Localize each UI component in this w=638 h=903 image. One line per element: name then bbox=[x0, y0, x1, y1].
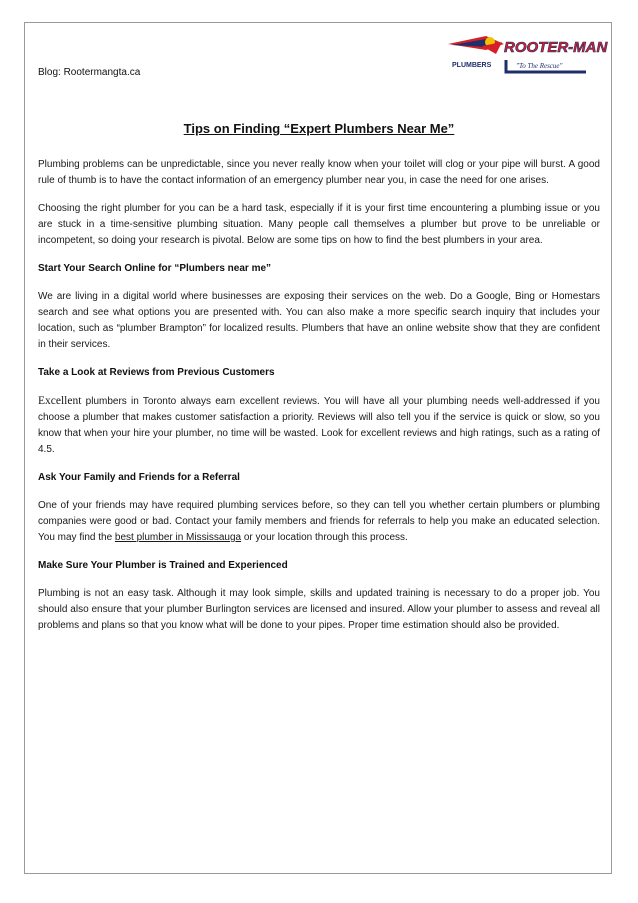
reviews-paragraph bbox=[38, 393, 600, 458]
logo-plumbers-text: PLUMBERS bbox=[452, 62, 492, 69]
referral-paragraph bbox=[38, 498, 600, 546]
reviews-first-word: Excellent bbox=[38, 395, 82, 407]
section-heading-trained: Make Sure Your Plumber is Trained and Experienced bbox=[38, 560, 288, 571]
section-heading-reviews: Take a Look at Reviews from Previous Customers bbox=[38, 367, 275, 378]
section-heading-referral: Ask Your Family and Friends for a Referral bbox=[38, 472, 240, 483]
blog-label: Blog: Rootermangta.ca bbox=[38, 67, 141, 78]
intro-paragraph: Plumbing problems can be unpredictable, since you never really know when your toilet will clog or your pipe will burst. A good rule of thumb is to have the contact information of an emergency plumber near you, in case the need for one arises. bbox=[38, 159, 600, 186]
best-plumber-link[interactable]: best plumber in Mississauga bbox=[114, 532, 242, 543]
choosing-paragraph: Choosing the right plumber for you can be a hard task, especially if it is your first time encountering a plumbing issue or you are stuck in a time-sensitive plumbing situation. Many people call themselves a plumber but prove to be unreliable or incompetent, so doing your research is pivotal. Below are some tips on how to find the best plumbers in your area. bbox=[38, 203, 600, 246]
page-title: Tips on Finding “Expert Plumbers Near Me” bbox=[183, 121, 455, 136]
reviews-paragraph-text: plumbers in Toronto always earn excellent reviews. You will have all your plumbing needs well-addressed if you choose a plumber that makes customer satisfaction a priority. Reviews will also tell you if the service is quick or slow, so you know that when your hire your plumber, no time will be wasted. Look for excellent reviews and high ratings, such as a rating of 4.5. bbox=[38, 396, 600, 455]
referral-text-end: or your location through this process. bbox=[241, 532, 408, 543]
referral-text-start: One of your friends may have required plumbing services before, so they can tell you whether certain plumbers or plumbing companies were good or bad. Contact your family members and friends for referrals to help you make an educated selection. You may find the bbox=[38, 500, 600, 543]
article-body bbox=[38, 157, 600, 646]
search-online-paragraph: We are living in a digital world where businesses are exposing their services on the web. Do a Google, Bing or Homestars search and see what options you are presented with. You can also make a more specific search inquiry that includes your location, such as “plumber Brampton” for localized results. Plumbers that have an online website show that they are confident in their services. bbox=[38, 291, 600, 350]
rooter-man-logo bbox=[446, 30, 608, 80]
section-heading-search-online: Start Your Search Online for “Plumbers near me” bbox=[38, 263, 272, 274]
trained-paragraph: Plumbing is not an easy task. Although it may look simple, skills and updated training is necessary to do a proper job. You should also ensure that your plumber Burlington services are licensed and insured. Allow your plumber to assess and reveal all problems and plans so that you know what will be done to your pipes. Proper time estimation should also be provided. bbox=[38, 588, 600, 631]
logo-brand-text: ROOTER-MAN bbox=[504, 39, 608, 56]
logo-tagline: "To The Rescue" bbox=[516, 62, 563, 70]
